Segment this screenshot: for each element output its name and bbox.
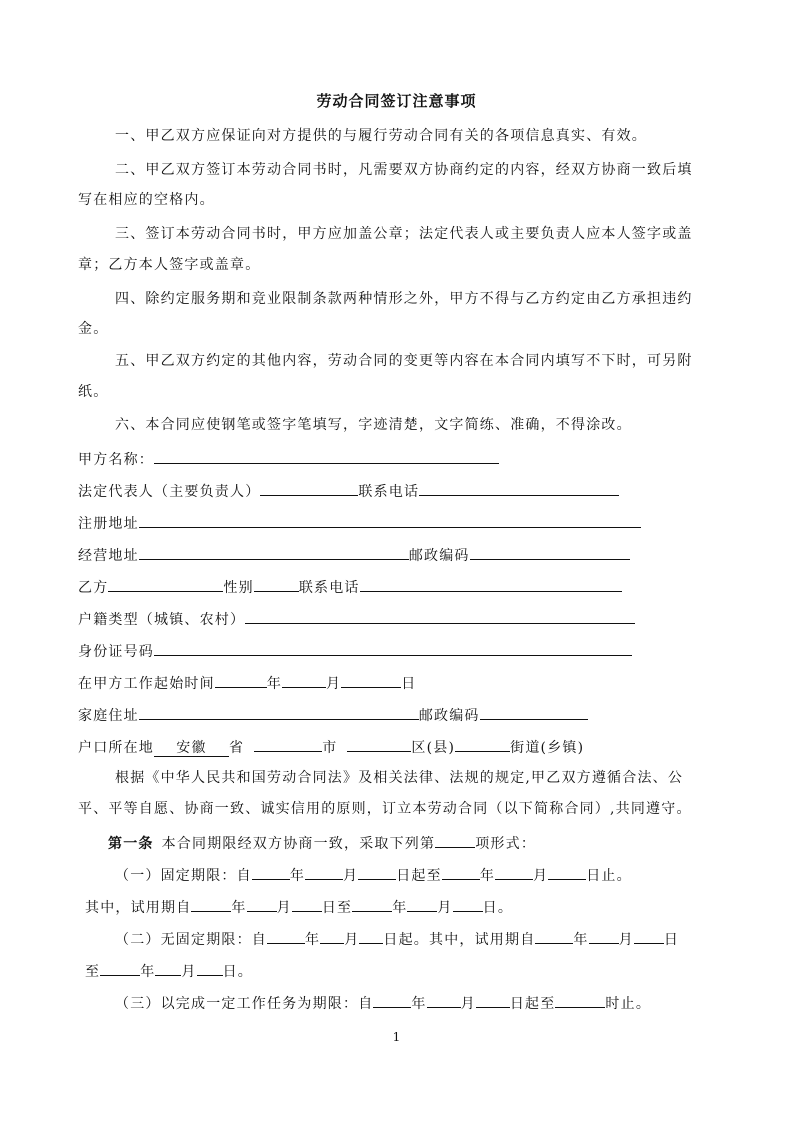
year-label: 年	[573, 932, 589, 948]
term-choice-field[interactable]	[435, 832, 475, 848]
gender-field[interactable]	[254, 576, 299, 592]
province-field[interactable]: 安徽	[154, 740, 229, 757]
probation-row-2	[85, 960, 253, 981]
end-dot-label: 日。	[222, 964, 254, 980]
page-title: 劳动合同签订注意事项	[316, 92, 477, 110]
end-dot-label: 日。	[482, 900, 514, 916]
legal-rep-label: 法定代表人（主要负责人）	[78, 484, 261, 500]
home-address-label: 家庭住址	[78, 708, 139, 724]
note-2: 二、甲乙双方签订本劳动合同书时，凡需要双方协商约定的内容，经双方协商一致后填	[115, 162, 693, 178]
start-date-label: 在甲方工作起始时间	[78, 676, 215, 692]
year-label: 年	[411, 996, 427, 1012]
until-label: 日止。	[586, 868, 632, 884]
id-number-row	[78, 640, 632, 661]
note-5-cont: 纸。	[78, 384, 109, 400]
to-label: 日至	[321, 900, 353, 916]
home-address-field[interactable]	[139, 704, 419, 720]
hukou-type-field[interactable]	[245, 608, 635, 624]
month-label: 月	[437, 900, 453, 916]
reg-address-label: 注册地址	[78, 516, 139, 532]
district-field[interactable]	[347, 736, 411, 752]
legal-rep-row	[78, 480, 619, 501]
gender-label: 性别	[223, 580, 254, 596]
postcode-label: 邮政编码	[408, 548, 470, 564]
month-label: 月	[344, 932, 360, 948]
party-a-name-row	[78, 448, 499, 469]
fixed-to-month[interactable]	[495, 864, 533, 880]
biz-address-row	[78, 544, 630, 565]
year-label: 年	[231, 900, 247, 916]
from-to-label: 日起至	[509, 996, 556, 1012]
start-year-field[interactable]	[215, 672, 267, 688]
day-label: 日	[663, 932, 680, 948]
from-to-label: 日起至	[396, 868, 442, 884]
phone-field[interactable]	[419, 480, 619, 496]
open-from-month[interactable]	[320, 928, 344, 944]
month-label: 月	[326, 676, 342, 692]
open-start-label: 日起。其中，试用期自	[383, 932, 536, 948]
fixed-from-day[interactable]	[358, 864, 396, 880]
year-label: 年	[479, 868, 496, 884]
prob1-from-year[interactable]	[191, 896, 231, 912]
day-label: 日	[401, 676, 417, 692]
note-2-cont: 写在相应的空格内。	[78, 192, 215, 208]
party-b-label: 乙方	[78, 580, 109, 596]
open-term-label: （二）无固定期限：自	[115, 932, 267, 948]
article-1-intro-end: 项形式：	[475, 836, 537, 852]
open-from-year[interactable]	[267, 928, 305, 944]
month-label: 月	[533, 868, 549, 884]
preamble-2: 平、平等自愿、协商一致、诚实信用的原则，订立本劳动合同（以下简称合同）,共同遵守。	[78, 801, 692, 817]
task-term-row	[115, 992, 651, 1013]
start-date-row	[78, 672, 416, 693]
phone-label: 联系电话	[358, 484, 420, 500]
street-label: 街道(乡镇)	[510, 740, 585, 756]
prob2-from-year[interactable]	[535, 928, 573, 944]
article-1-intro-text: 本合同期限经双方协商一致，采取下列第	[161, 836, 436, 852]
legal-rep-field[interactable]	[260, 480, 358, 496]
party-b-row	[78, 576, 622, 597]
party-a-name-field[interactable]	[154, 448, 499, 464]
hukou-location-label: 户口所在地	[78, 740, 154, 756]
home-address-row	[78, 704, 588, 725]
home-postcode-label: 邮政编码	[418, 708, 480, 724]
note-4: 四、除约定服务期和竞业限制条款两种情形之外，甲方不得与乙方约定由乙方承担违约	[115, 291, 693, 307]
hukou-type-row	[78, 608, 635, 629]
start-day-field[interactable]	[341, 672, 401, 688]
year-label: 年	[305, 932, 321, 948]
task-term-label: （三）以完成一定工作任务为期限：自	[115, 996, 374, 1012]
prob1-from-month[interactable]	[247, 896, 277, 912]
party-b-phone-field[interactable]	[360, 576, 622, 592]
to-start-label: 至	[85, 964, 101, 980]
prob2-from-day[interactable]	[634, 928, 664, 944]
prob1-to-month[interactable]	[407, 896, 437, 912]
fixed-from-month[interactable]	[305, 864, 343, 880]
prob1-to-day[interactable]	[453, 896, 483, 912]
biz-address-label: 经营地址	[78, 548, 139, 564]
page-number: 1	[392, 1030, 401, 1044]
prob2-from-month[interactable]	[589, 928, 619, 944]
year-label: 年	[289, 868, 306, 884]
fixed-to-year[interactable]	[442, 864, 480, 880]
preamble-1: 根据《中华人民共和国劳动合同法》及相关法律、法规的规定,甲乙双方遵循合法、公	[115, 770, 684, 786]
note-4-cont: 金。	[78, 321, 109, 337]
city-label: 市	[322, 740, 338, 756]
fixed-term-label: （一）固定期限：自	[115, 868, 252, 884]
article-1-intro	[108, 832, 536, 853]
party-b-field[interactable]	[108, 576, 223, 592]
note-1: 一、甲乙双方应保证向对方提供的与履行劳动合同有关的各项信息真实、有效。	[115, 128, 647, 144]
fixed-term-row	[115, 864, 632, 885]
task-end-field[interactable]	[555, 992, 605, 1008]
district-label: 区(县)	[411, 740, 456, 756]
note-3: 三、签订本劳动合同书时，甲方应加盖公章；法定代表人或主要负责人应本人签字或盖	[115, 226, 693, 242]
month-label: 月	[181, 964, 197, 980]
task-from-year[interactable]	[373, 992, 411, 1008]
party-b-phone-label: 联系电话	[298, 580, 360, 596]
start-month-field[interactable]	[282, 672, 326, 688]
year-label: 年	[266, 676, 283, 692]
home-postcode-field[interactable]	[480, 704, 588, 720]
task-from-month[interactable]	[427, 992, 461, 1008]
month-label: 月	[460, 996, 476, 1012]
street-field[interactable]	[455, 736, 510, 752]
prob1-to-year[interactable]	[352, 896, 392, 912]
note-3-cont: 章；乙方本人签字或盖章。	[78, 257, 261, 273]
prob2-to-year[interactable]	[100, 960, 140, 976]
fixed-to-day[interactable]	[548, 864, 586, 880]
city-field[interactable]	[254, 736, 322, 752]
month-label: 月	[343, 868, 359, 884]
prob2-to-day[interactable]	[197, 960, 223, 976]
month-label: 月	[276, 900, 292, 916]
hukou-type-label: 户籍类型（城镇、农村）	[78, 612, 246, 628]
task-end-label: 时止。	[605, 996, 652, 1012]
id-number-label: 身份证号码	[78, 644, 154, 660]
note-5: 五、甲乙双方约定的其他内容，劳动合同的变更等内容在本合同内填写不下时，可另附	[115, 353, 693, 369]
reg-address-field[interactable]	[139, 512, 641, 528]
open-from-day[interactable]	[359, 928, 383, 944]
id-number-field[interactable]	[154, 640, 632, 656]
month-label: 月	[618, 932, 634, 948]
open-term-row	[115, 928, 679, 949]
task-from-day[interactable]	[476, 992, 510, 1008]
postcode-field[interactable]	[470, 544, 630, 560]
party-a-name-label: 甲方名称：	[78, 452, 154, 468]
prob2-to-month[interactable]	[155, 960, 181, 976]
reg-address-row	[78, 512, 641, 533]
biz-address-field[interactable]	[139, 544, 409, 560]
note-6: 六、本合同应使钢笔或签字笔填写，字迹清楚，文字简练、准确，不得涂改。	[115, 417, 632, 433]
province-label: 省	[229, 740, 245, 756]
year-label: 年	[392, 900, 408, 916]
article-1-heading: 第一条	[108, 836, 154, 852]
year-label: 年	[140, 964, 156, 980]
probation-row-1	[85, 896, 513, 917]
hukou-location-row	[78, 736, 584, 757]
prob1-from-day[interactable]	[292, 896, 322, 912]
fixed-from-year[interactable]	[252, 864, 290, 880]
probation-label: 其中，试用期自	[85, 900, 192, 916]
